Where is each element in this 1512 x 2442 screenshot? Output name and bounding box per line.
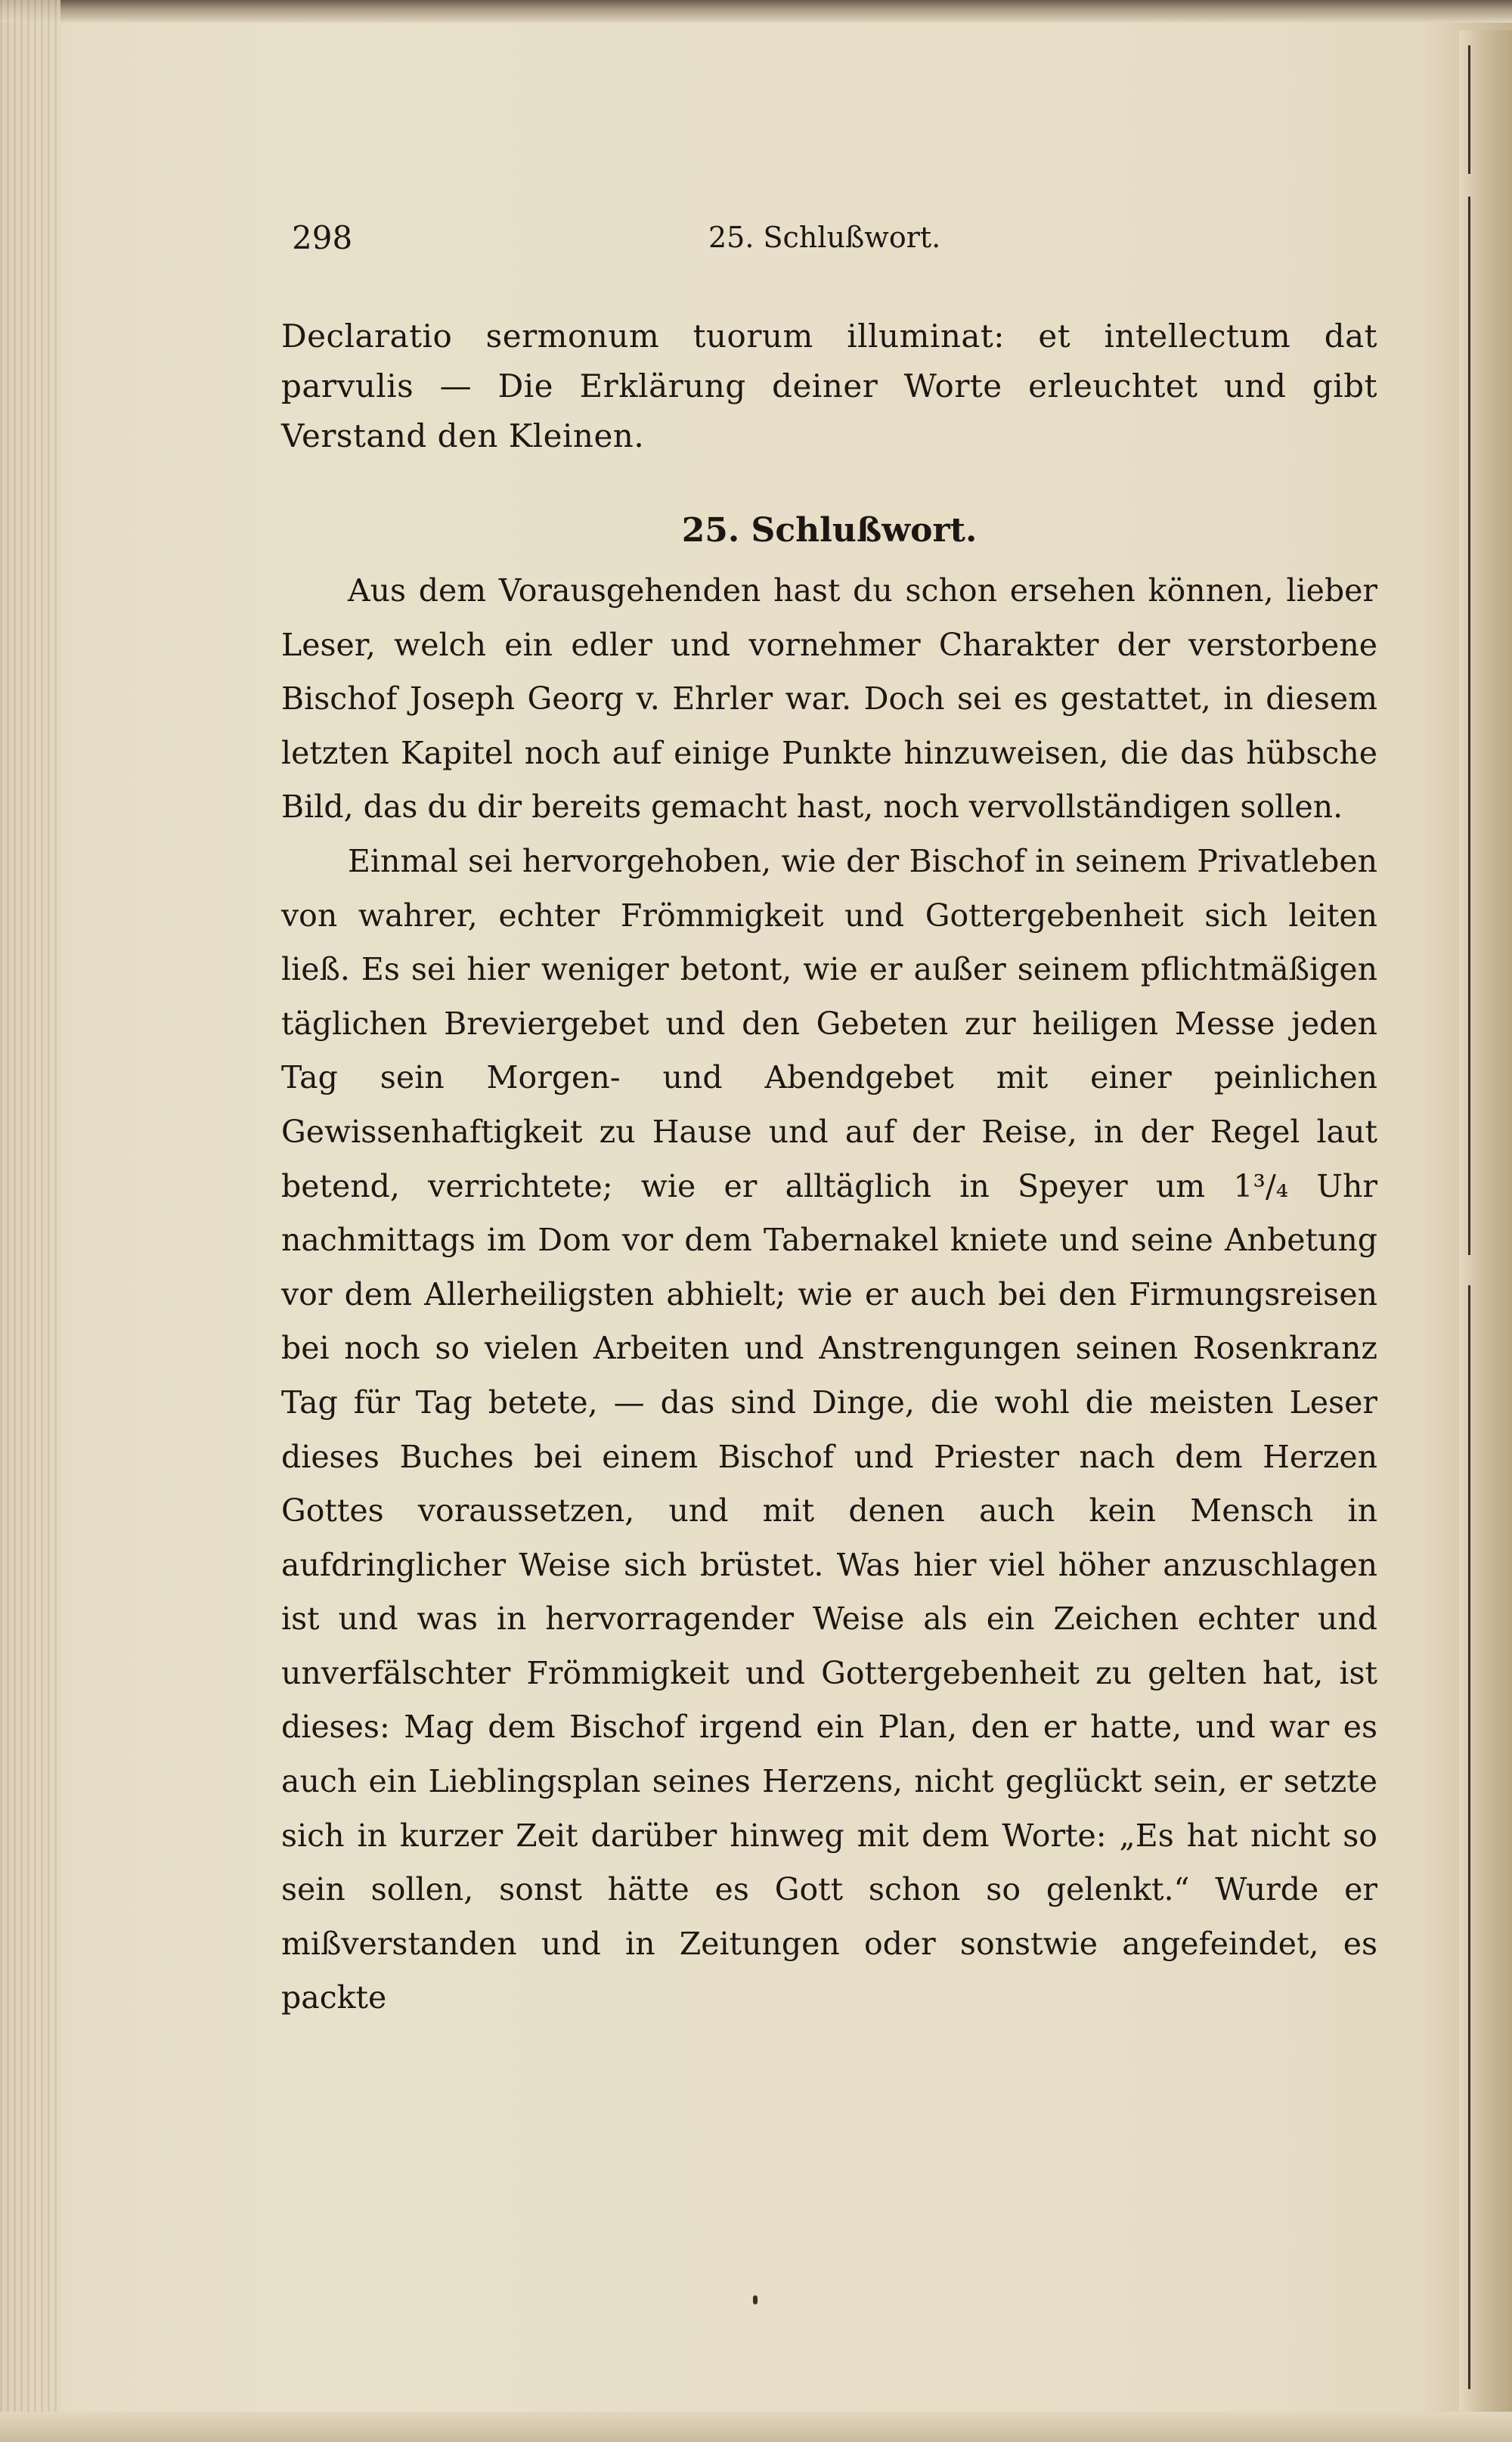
page-top-edge [0, 0, 1512, 23]
page-number: 298 [292, 219, 353, 256]
ink-speck [753, 2295, 758, 2304]
page-gutter [0, 0, 60, 2442]
section-heading: 25. Schlußwort. [681, 511, 978, 550]
page-right-edge [1459, 30, 1512, 2442]
page-edge-line [1468, 197, 1470, 1255]
latin-quotation: Declaratio sermonum tuorum illuminat: et intellectum dat parvulis — Die Erklärung deiner Worte erleuchtet und gibt Verstand den Kleinen. [281, 318, 1377, 454]
page-edge-line [1468, 45, 1470, 174]
paragraph: Einmal sei hervorgehoben, wie der Bischof in seinem Privatleben von wahrer, echter Frömmigkeit und Gottergebenheit sich leiten ließ. Es sei hier weniger betont, wie er außer seinem pflichtmäßigen täglichen Breviergebet und den Gebeten zur heiligen Messe jeden Tag sein Morgen- und Abendgebet mit einer peinlichen Gewissenhaftigkeit zu Hause und auf der Reise, in der Regel laut betend, verrichtete; wie er alltäglich in Speyer um 1³/₄ Uhr nachmittags im Dom vor dem Tabernakel kniete und seine Anbetung vor dem Allerheiligsten abhielt; wie er auch bei den Firmungsreisen bei noch so vielen Arbeiten und Anstrengungen seinen Rosenkranz Tag für Tag betete, — das sind Dinge, die wohl die meisten Leser dieses Buches bei einem Bischof und Priester nach dem Herzen Gottes voraussetzen, und mit denen auch kein Mensch in aufdringlicher Weise sich brüstet. Was hier viel höher anzuschlagen ist und was in hervorragender Weise als ein Zeichen echter und unverfälschter Frömmigkeit und Gottergebenheit zu gelten hat, ist dieses: Mag dem Bischof irgend ein Plan, den er hatte, und war es auch ein Lieblingsplan seines Herzens, nicht geglückt sein, er setzte sich in kurzer Zeit darüber hinweg mit dem Worte: „Es hat nicht so sein sollen, sonst hätte es Gott schon so gelenkt.“ Wurde er mißverstanden und in Zeitungen oder sonstwie angefeindet, es packte [281, 842, 1377, 2016]
running-header [281, 219, 1377, 272]
page-bottom-edge [0, 2412, 1512, 2442]
running-title: 25. Schlußwort. [708, 221, 941, 254]
paragraph: Aus dem Vorausgehenden hast du schon ersehen können, lieber Leser, welch ein edler und vornehmer Charakter der verstorbene Bischof Joseph Georg v. Ehrler war. Doch sei es gestattet, in diesem letzten Kapitel noch auf einige Punkte hinzuweisen, die das hübsche Bild, das du dir bereits gemacht hast, noch vervollständigen sollen. [281, 572, 1377, 826]
text-block [281, 219, 1377, 2025]
page-edge-line [1468, 1285, 1470, 2389]
